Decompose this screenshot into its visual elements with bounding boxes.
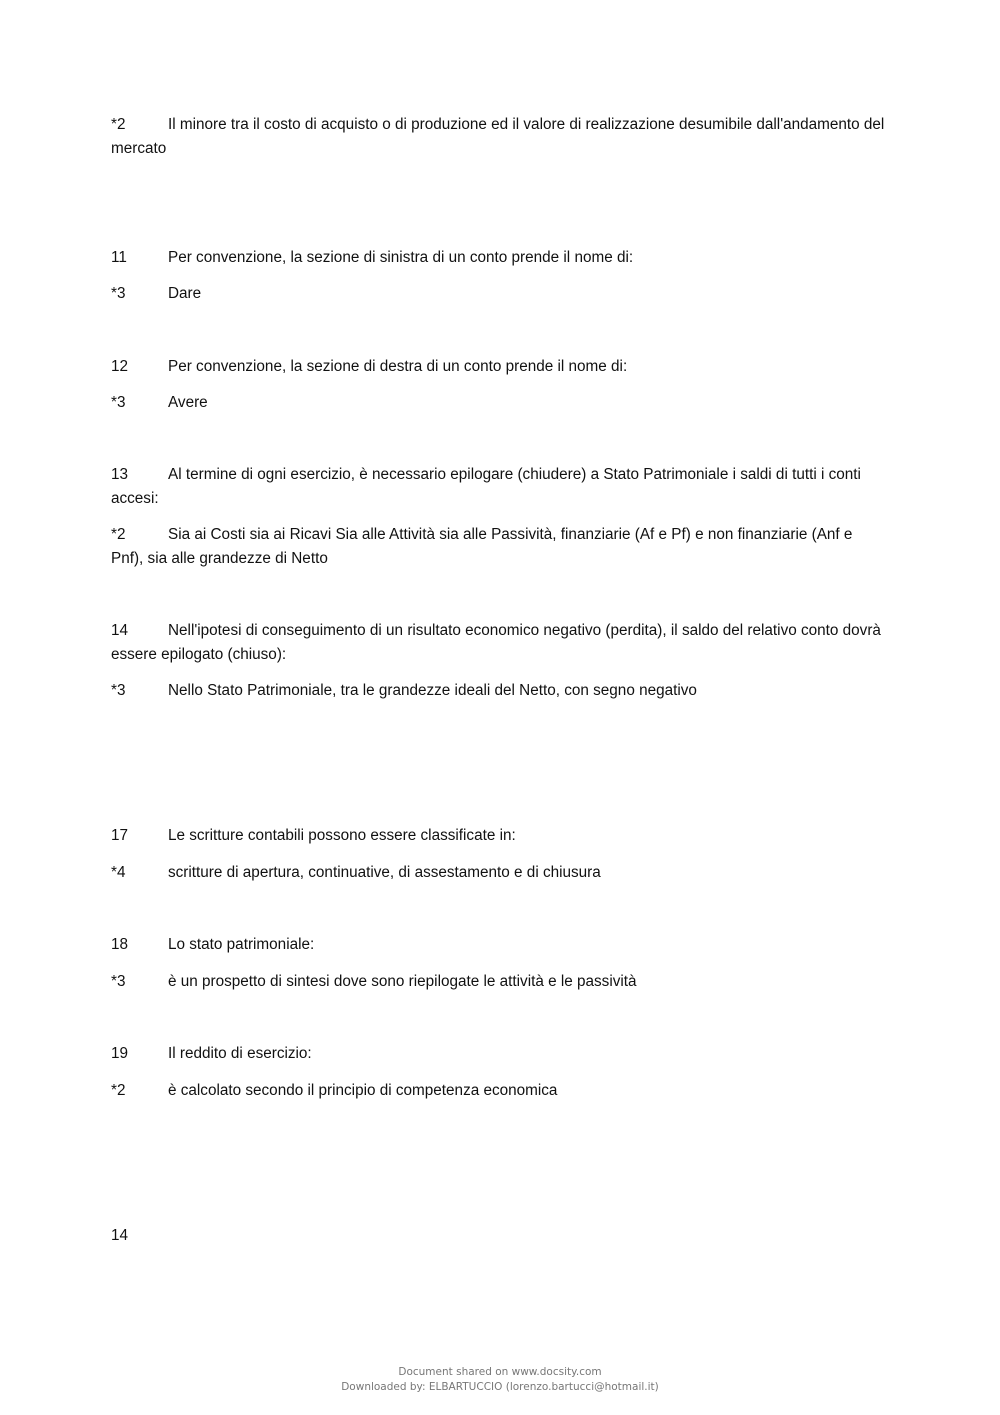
answer-text: è calcolato secondo il principio di competenza economica [168, 1082, 558, 1099]
question-number: 14 [111, 622, 129, 639]
question-text: Al termine di ogni esercizio, è necessario epilogare (chiudere) a Stato Patrimoniale i saldi di tutti i conti accesi: [111, 466, 861, 507]
question-line [111, 933, 886, 957]
answer-number: *3 [111, 973, 126, 990]
answer-line [111, 1079, 886, 1103]
answer-line [111, 679, 886, 703]
answer-line [111, 861, 886, 885]
question-text: Per convenzione, la sezione di sinistra di un conto prende il nome di: [168, 249, 634, 266]
question-number: 17 [111, 827, 129, 844]
question-text: Nell'ipotesi di conseguimento di un risultato economico negativo (perdita), il saldo del relativo conto dovrà essere epilogato (chiuso): [111, 622, 881, 663]
answer-number: *2 [111, 116, 126, 133]
answer-text: scritture di apertura, continuative, di assestamento e di chiusura [168, 864, 601, 881]
question-text: Lo stato patrimoniale: [168, 936, 315, 953]
answer-number: *4 [111, 864, 126, 881]
answer-text: Dare [168, 285, 202, 302]
answer-line [111, 523, 886, 571]
footer-shared-note: Document shared on www.docsity.com [398, 1366, 602, 1378]
answer-number: *3 [111, 285, 126, 302]
answer-number: *2 [111, 526, 126, 543]
question-text: Il reddito di esercizio: [168, 1045, 312, 1062]
question-line [111, 355, 886, 379]
answer-text: Avere [168, 394, 208, 411]
answer-line [111, 970, 886, 994]
answer-number: *3 [111, 682, 126, 699]
question-number: 13 [111, 466, 129, 483]
question-line [111, 1042, 886, 1066]
answer-line [111, 113, 886, 161]
question-number: 19 [111, 1045, 129, 1062]
question-number: 18 [111, 936, 129, 953]
question-line [111, 463, 886, 511]
answer-text: è un prospetto di sintesi dove sono riepilogate le attività e le passività [168, 973, 637, 990]
page-number: 14 [111, 1227, 129, 1244]
answer-number: *3 [111, 394, 126, 411]
question-number: 12 [111, 358, 129, 375]
answer-text: Nello Stato Patrimoniale, tra le grandezze ideali del Netto, con segno negativo [168, 682, 697, 699]
question-line [111, 619, 886, 667]
answer-line [111, 282, 886, 306]
answer-line [111, 391, 886, 415]
answer-number: *2 [111, 1082, 126, 1099]
question-line [111, 246, 886, 270]
question-line [111, 824, 886, 848]
footer-download-note: Downloaded by: ELBARTUCCIO (lorenzo.bartucci@hotmail.it) [341, 1381, 659, 1393]
question-number: 11 [111, 249, 127, 266]
question-text: Per convenzione, la sezione di destra di un conto prende il nome di: [168, 358, 628, 375]
answer-text: Sia ai Costi sia ai Ricavi Sia alle Attività sia alle Passività, finanziarie (Af e Pf) e non finanziarie (Anf e Pnf), sia alle grandezze di Netto [111, 526, 853, 567]
answer-text: Il minore tra il costo di acquisto o di produzione ed il valore di realizzazione desumibile dall'andamento del mercato [111, 116, 885, 157]
question-text: Le scritture contabili possono essere classificate in: [168, 827, 516, 844]
